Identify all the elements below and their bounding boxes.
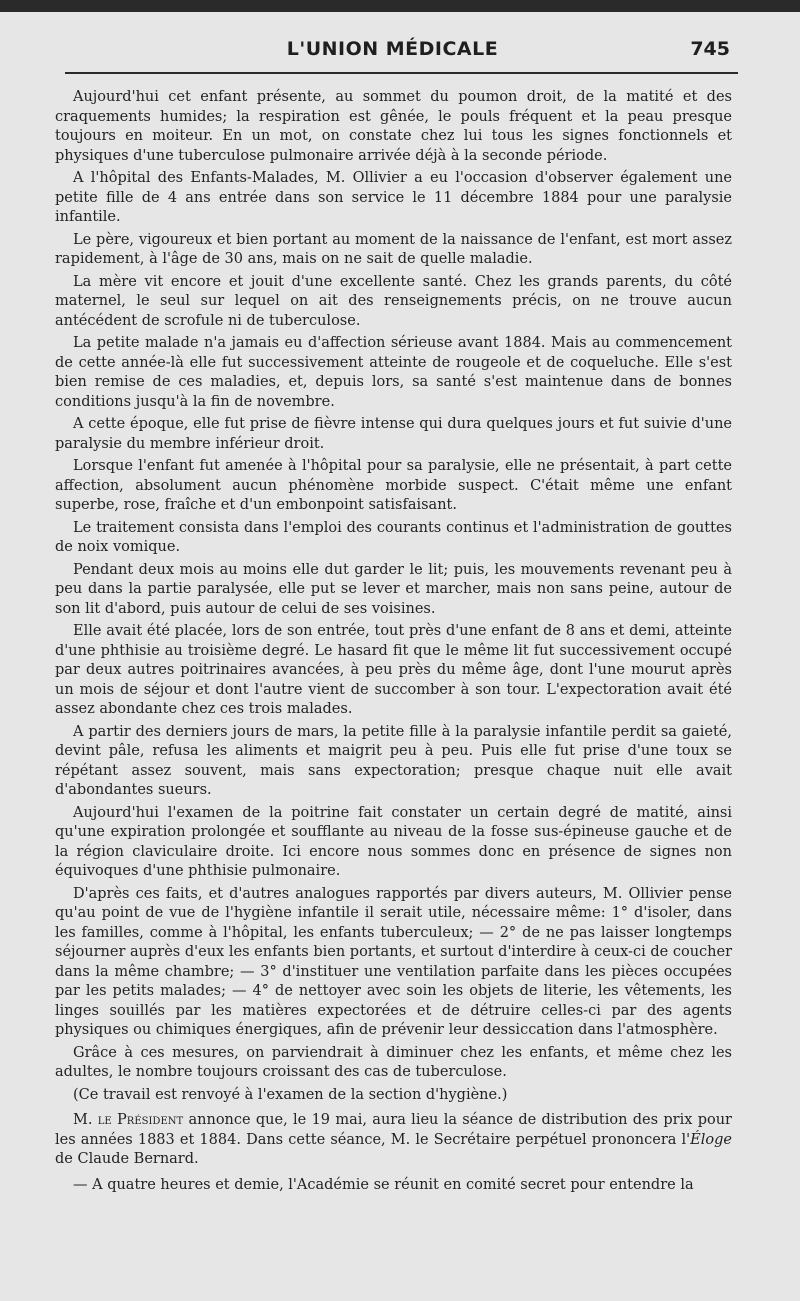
announcement-paragraph (55, 1111, 732, 1170)
paragraph: Le traitement consista dans l'emploi des courants continus et l'administration de gouttes de noix vomique. (55, 519, 732, 555)
announcement-prefix: M. (73, 1112, 98, 1128)
paragraph: Le père, vigoureux et bien portant au moment de la naissance de l'enfant, est mort assez rapidement, à l'âge de 30 ans, mais on ne sait de quelle maladie. (55, 231, 732, 267)
paragraph: (Ce travail est renvoyé à l'examen de la section d'hygiène.) (73, 1086, 508, 1103)
page-header (55, 38, 730, 68)
paragraph: A l'hôpital des Enfants-Malades, M. Ollivier a eu l'occasion d'observer également une petite fille de 4 ans entrée dans son service le 11 décembre 1884 pour une paralysie infantile. (55, 170, 732, 225)
final-line: — A quatre heures et demie, l'Académie se réunit en comité secret pour entendre la (73, 1176, 694, 1193)
paragraph: La petite malade n'a jamais eu d'affection sérieuse avant 1884. Mais au commencement de cette année-là elle fut successivement atteinte de rougeole et de coqueluche. Elle s'est bien remise de ces maladies, et, depuis lors, sa santé s'est maintenue dans de bonnes conditions jusqu'à la fin de novembre. (55, 335, 732, 410)
paragraph: La mère vit encore et jouit d'une excellente santé. Chez les grands parents, du côté maternel, le seul sur lequel on ait des renseignements précis, on ne trouve aucun antécédent de scrofule ni de tuberculose. (55, 273, 732, 329)
paragraph: Lorsque l'enfant fut amenée à l'hôpital pour sa paralysie, elle ne présentait, à part cette affection, absolument aucun phénomène morbide suspect. C'était même une enfant superbe, rose, fraîche et d'un embonpoint satisfaisant. (55, 458, 732, 513)
paragraph: Grâce à ces mesures, on parviendrait à diminuer chez les enfants, et même chez les adultes, le nombre toujours croissant des cas de tuberculose. (55, 1044, 732, 1080)
paragraph: Aujourd'hui l'examen de la poitrine fait constater un certain degré de matité, ainsi qu'une expiration prolongée et soufflante au niveau de la fosse sus-épineuse gauche et de la région claviculaire droite. Ici encore nous sommes donc en présence de signes non équivoques d'une phthisie pulmonaire. (55, 804, 732, 879)
paragraph: D'après ces faits, et d'autres analogues rapportés par divers auteurs, M. Ollivier pense qu'au point de vue de l'hygiène infantile il serait utile, nécessaire même: 1° d'isoler, dans les familles, comme à l'hôpital, les enfants tuberculeux; — 2° de ne pas laisser longtemps séjourner auprès d'eux les enfants bien portants, et surtout d'interdire à ceux-ci de coucher dans la même chambre; — 3° d'instituer une ventilation parfaite dans les pièces occupées par les petits malades; — 4° de nettoyer avec soin les objets de literie, les vêtements, les linges souillés par les matières expectorées et de détruire celles-ci par des agents physiques ou chimiques énergiques, afin de prévenir leur dessiccation dans l'atmosphère. (55, 885, 732, 1038)
running-title: L'UNION MÉDICALE (286, 38, 499, 60)
scan-edge (0, 0, 800, 12)
paragraph: A partir des derniers jours de mars, la petite fille à la paralysie infantile perdit sa gaieté, devint pâle, refusa les aliments et maigrit peu à peu. Puis elle fut prise d'une toux se répétant assez souvent, mais sans expectoration; presque chaque nuit elle avait d'abondantes sueurs. (55, 723, 732, 798)
header-rule (65, 72, 738, 74)
article-body (55, 88, 732, 1198)
page-number: 745 (690, 38, 730, 60)
paragraph: A cette époque, elle fut prise de fièvre intense qui dura quelques jours et fut suivie d'une paralysie du membre inférieur droit. (55, 416, 732, 452)
announcement-text-end: de Claude Bernard. (55, 1151, 199, 1167)
announcement-text: annonce que, le 19 mai, aura lieu la séance de distribution des prix pour les années 1883 et 1884. Dans cette séance, M. le Secrétaire perpétuel prononcera l' (55, 1112, 732, 1148)
paragraph: Pendant deux mois au moins elle dut garder le lit; puis, les mouvements revenant peu à peu dans la partie paralysée, elle put se lever et marcher, mais non sans peine, autour de son lit d'abord, puis autour de celui de ses voisines. (55, 561, 732, 617)
paragraph: Aujourd'hui cet enfant présente, au sommet du poumon droit, de la matité et des craquements humides; la respiration est gênée, le pouls fréquent et la peau presque toujours en moiteur. En un mot, on constate chez lui tous les signes fonctionnels et physiques d'une tuberculose pulmonaire arrivée déjà à la seconde période. (55, 89, 732, 164)
paragraph: Elle avait été placée, lors de son entrée, tout près d'une enfant de 8 ans et demi, atteinte d'une phthisie au troisième degré. Le hasard fit que le même lit fut successivement occupé par deux autres poitrinaires avancées, à peu près du même âge, dont l'une mourut après un mois de séjour et dont l'autre vient de succomber à son tour. L'expectoration avait été assez abondante chez ces trois malades. (55, 623, 732, 717)
eloge-title: Éloge (690, 1131, 732, 1148)
president-title: le Président (97, 1112, 184, 1128)
